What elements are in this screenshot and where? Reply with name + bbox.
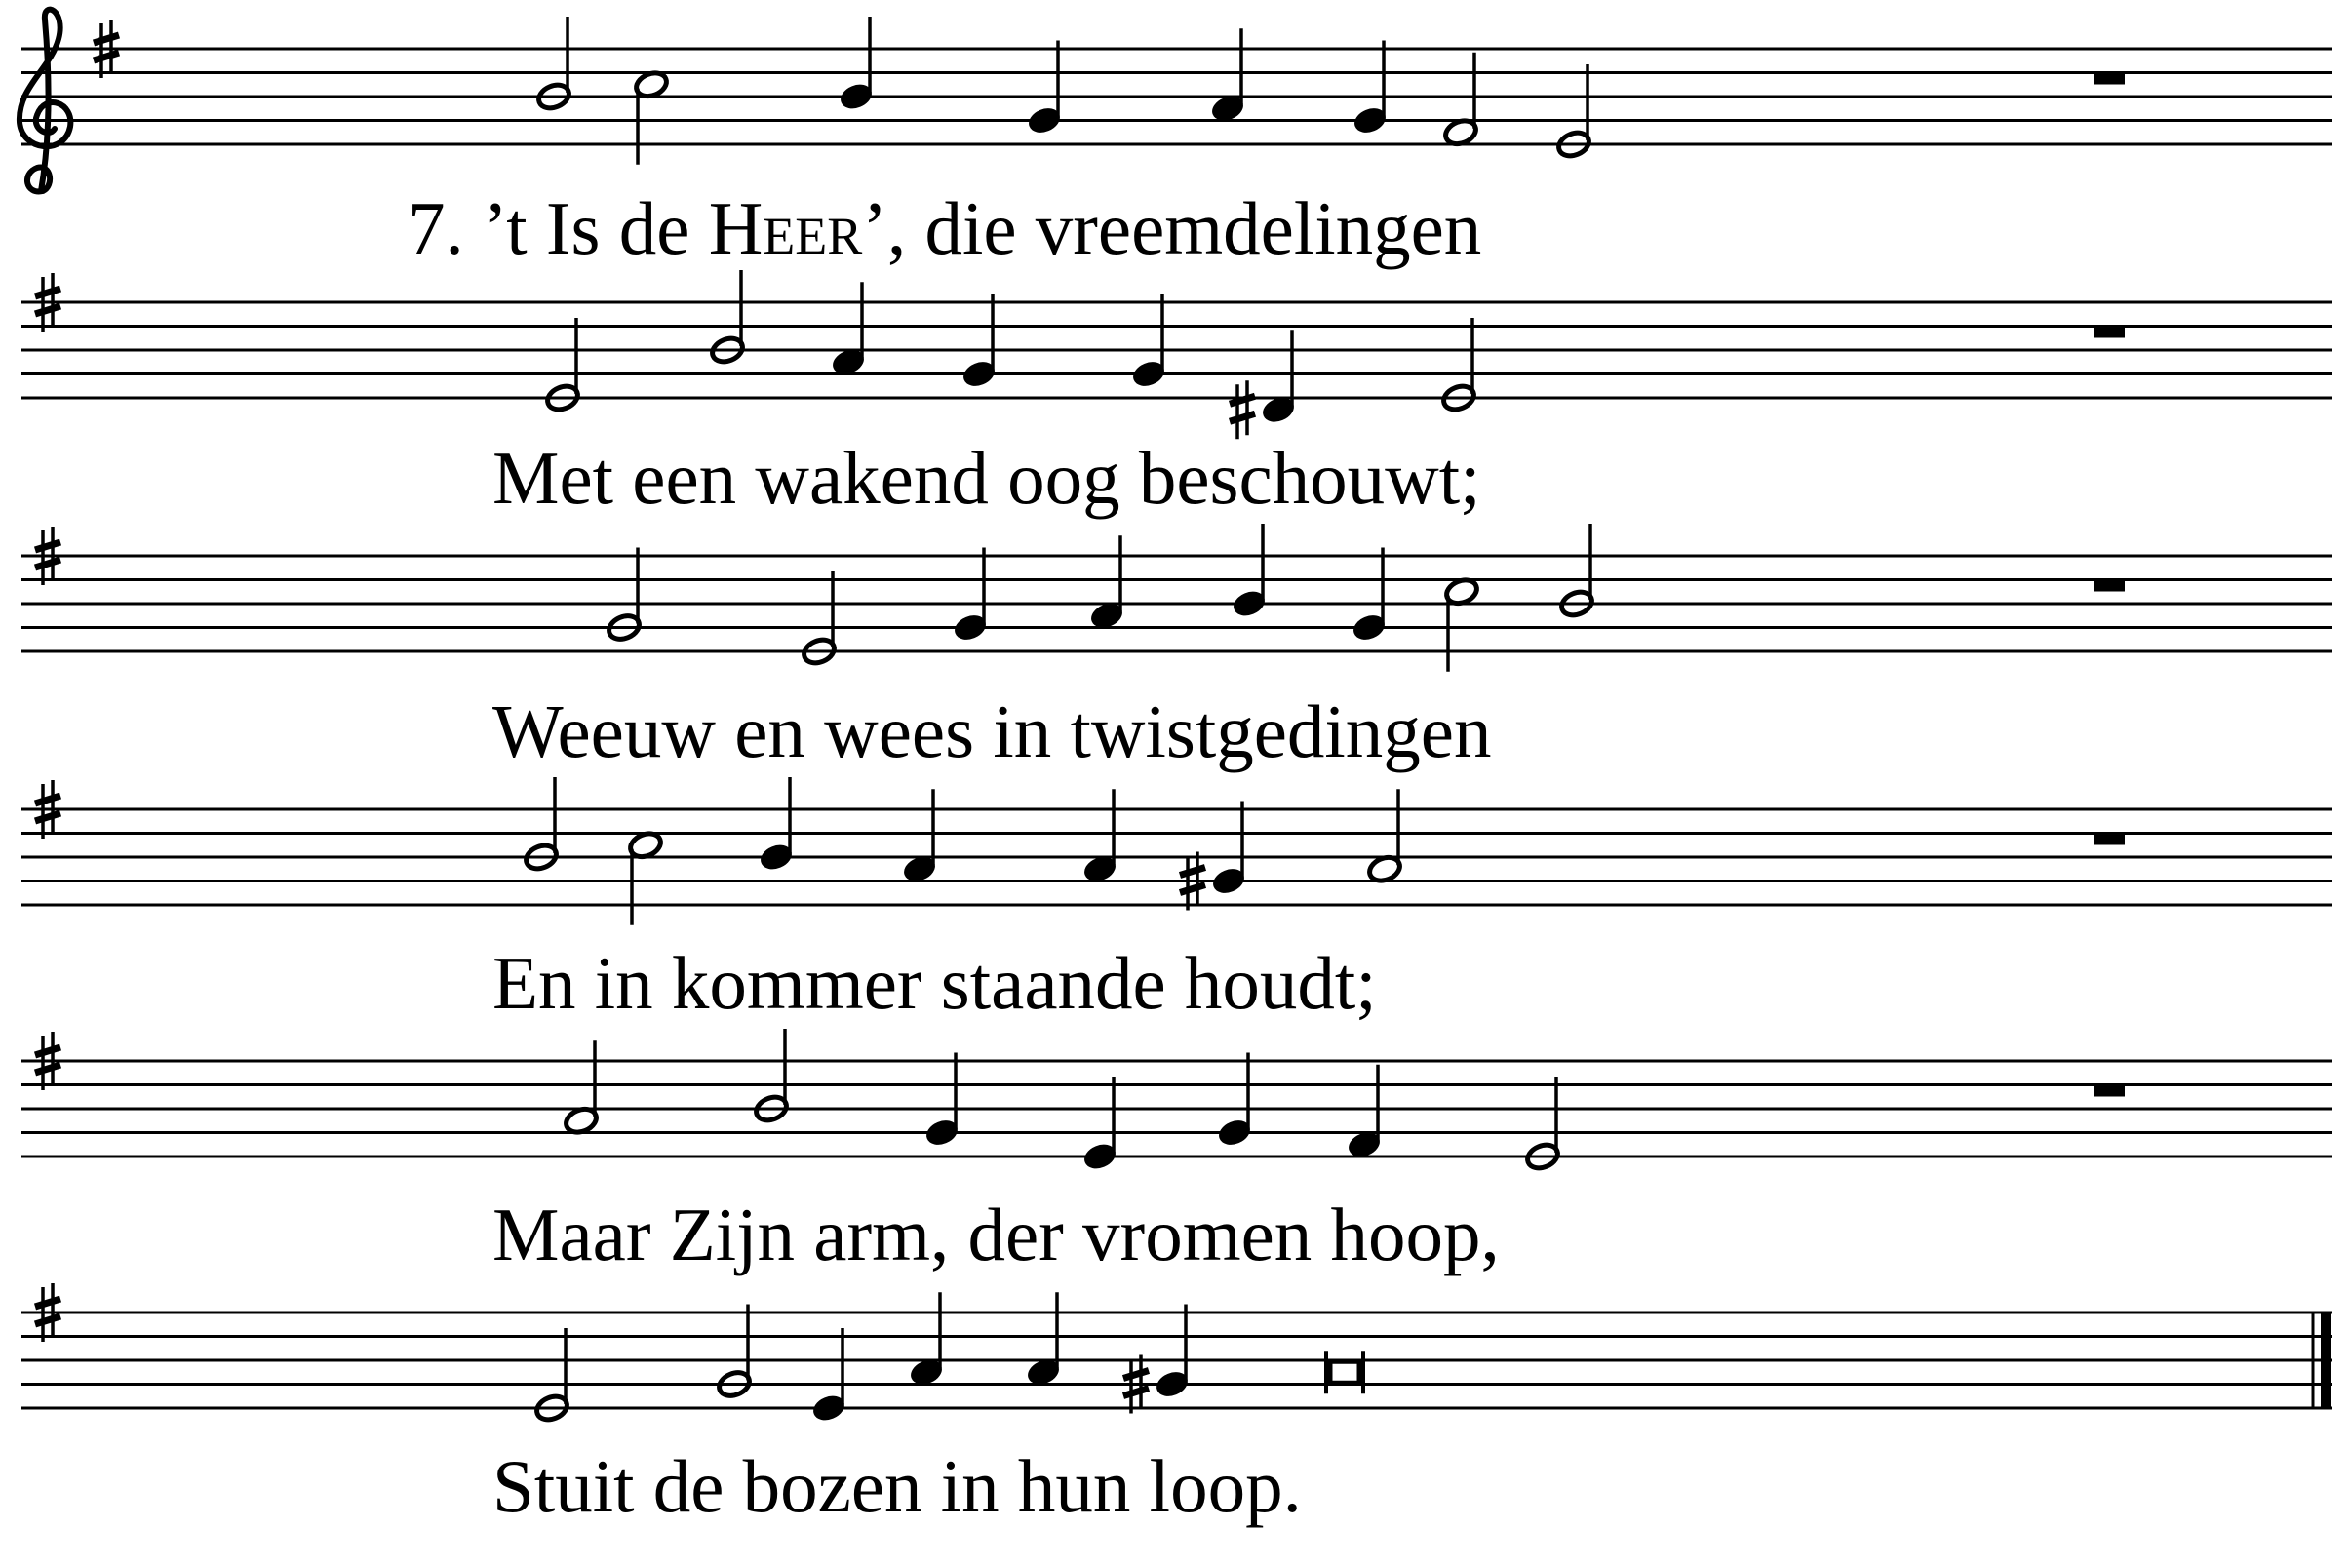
note-6-5 [1025,1292,1062,1388]
half-rest-4-icon [2094,834,2125,845]
note-4-3 [758,777,795,873]
staff-system-4 [21,777,2332,925]
note-1-3 [838,17,875,112]
staff-system-1 [20,10,2332,192]
staff-system-2 [21,270,2332,439]
note-1-5 [1209,28,1246,124]
note-1-2 [633,69,670,165]
note-6-3 [810,1328,847,1424]
note-6-7 [1326,1351,1363,1393]
staff-system-6 [21,1283,2332,1424]
note-4-4 [901,789,938,884]
half-rest-5-icon [2094,1085,2125,1097]
note-3-4 [1088,535,1125,631]
note-3-3 [952,548,989,644]
note-1-7 [1442,53,1479,148]
half-rest-3-icon [2094,580,2125,592]
lyric-line-1 [408,186,1482,270]
lyric-line-3: Weeuw en wees in twistgedingen [492,689,1492,773]
note-4-7 [1366,789,1403,884]
lyric-line-4: En in kommer staande houdt; [492,941,1377,1025]
note-5-5 [1216,1053,1253,1149]
lyric-line-2: Met een wakend oog beschouwt; [492,436,1481,520]
note-1-6 [1352,41,1389,137]
note-2-6-sharp-icon [1230,380,1255,439]
lyric-line-1-prefix: 7. ’t Is de [408,186,709,270]
note-5-6 [1346,1065,1383,1160]
note-3-5 [1231,524,1268,619]
lyric-line-5: Maar Zijn arm, der vromen hoop, [492,1193,1500,1276]
note-3-7 [1443,576,1480,672]
staff-system-5 [21,1029,2332,1172]
note-3-6 [1351,548,1388,644]
note-2-5 [1130,294,1167,390]
final-barline-thick [2321,1313,2331,1408]
staff-system-3 [21,524,2332,672]
note-2-6 [1230,330,1297,439]
note-4-5 [1081,789,1118,884]
note-5-1 [563,1040,600,1136]
lyric-line-6: Stuit de bozen in hun loop. [492,1444,1302,1528]
note-1-4 [1026,41,1063,137]
note-2-4 [960,294,998,390]
note-5-3 [923,1053,960,1149]
lyric-line-1-suffix: ’, die vreemdelingen [862,186,1482,270]
lyric-line-1-smallcaps: Heer [708,186,863,270]
note-2-3 [830,282,867,377]
half-rest-1-icon [2094,73,2125,85]
half-rest-2-icon [2094,327,2125,338]
note-4-2 [627,830,664,925]
note-6-4 [908,1292,945,1388]
note-5-4 [1081,1077,1118,1172]
treble-clef-icon [20,10,70,192]
